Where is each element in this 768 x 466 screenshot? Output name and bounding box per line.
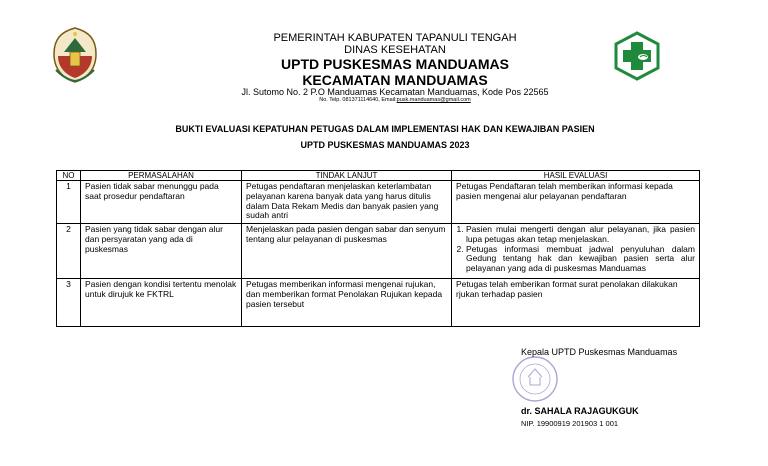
action-cell: Menjelaskan pada pasien dengan sabar dan senyum tentang alur pelayanan di puskesmas — [242, 224, 452, 279]
result-item: 1. Pasien mulai mengerti dengan alur pelayanan, jika pasien lupa petugas akan tetap menjelaskan. — [466, 225, 695, 245]
table-row — [57, 181, 700, 224]
email-link[interactable]: pusk.manduamas@gmail.com — [396, 97, 471, 103]
result-item: 2. Petugas informasi membuat jadwal penyuluhan dalam Gedung tentang hak dan kewajiban pasien serta alur pelayanan yang ada di puskesmas Manduamas — [466, 245, 695, 274]
issue-cell: Pasien yang tidak sabar dengan alur dan persyaratan yang ada di puskesmas — [81, 224, 242, 279]
header-no: NO — [57, 171, 81, 181]
signatory-name: dr. SAHALA RAJAGUKGUK — [521, 406, 639, 416]
header-result: HASIL EVALUASI — [452, 171, 700, 181]
table-header-row — [57, 171, 700, 181]
row-number: 3 — [57, 279, 81, 327]
result-cell: Petugas telah emberikan format surat penolakan dilakukan rjukan terhadap pasien — [452, 279, 700, 327]
row-number: 2 — [57, 224, 81, 279]
document-subtitle: UPTD PUSKESMAS MANDUAMAS 2023 — [300, 140, 470, 150]
header-action: TINDAK LANJUT — [242, 171, 452, 181]
contact-line — [190, 98, 600, 104]
action-cell: Petugas memberikan informasi mengenai rujukan, dan memberikan format Penolakan Rujukan kepada pasien tersebut — [242, 279, 452, 327]
unit-name: UPTD PUSKESMAS MANDUAMAS — [281, 56, 509, 72]
department-name: DINAS KESEHATAN — [344, 44, 446, 56]
regency-emblem-icon — [50, 26, 100, 84]
table-row — [57, 279, 700, 327]
issue-cell: Pasien dengan kondisi tertentu menolak untuk dirujuk ke FKTRL — [81, 279, 242, 327]
address: Jl. Sutomo No. 2 P.O Manduamas Kecamatan Manduamas, Kode Pos 22565 — [241, 87, 549, 97]
header-issue: PERMASALAHAN — [81, 171, 242, 181]
signatory-nip: NIP. 19900919 201903 1 001 — [521, 419, 619, 428]
result-list — [456, 225, 695, 274]
row-number: 1 — [57, 181, 81, 224]
signatory-title: Kepala UPTD Puskesmas Manduamas — [521, 347, 678, 357]
table-row — [57, 224, 700, 279]
issue-cell: Pasien tidak sabar menunggu pada saat prosedur pendaftaran — [81, 181, 242, 224]
puskesmas-logo-icon — [612, 31, 662, 81]
district-name: KECAMATAN MANDUAMAS — [302, 72, 488, 88]
document-title: BUKTI EVALUASI KEPATUHAN PETUGAS DALAM IMPLEMENTASI HAK DAN KEWAJIBAN PASIEN — [175, 124, 595, 134]
official-stamp-icon — [510, 355, 560, 403]
result-cell: Petugas Pendaftaran telah memberikan informasi kepada pasien mengenai alur pelayanan pendaftaran — [452, 181, 700, 224]
government-name: PEMERINTAH KABUPATEN TAPANULI TENGAH — [273, 32, 517, 44]
action-cell: Petugas pendaftaran menjelaskan keterlambatan pelayanan karena banyak data yang harus ditulis dalam Data Rekam Medis dan banyak pasien yang sudah antri — [242, 181, 452, 224]
email-label: Email: — [381, 97, 397, 103]
result-cell — [452, 224, 700, 279]
evaluation-table — [56, 170, 700, 327]
phone: No. Telp. 081371114640, — [319, 97, 380, 103]
